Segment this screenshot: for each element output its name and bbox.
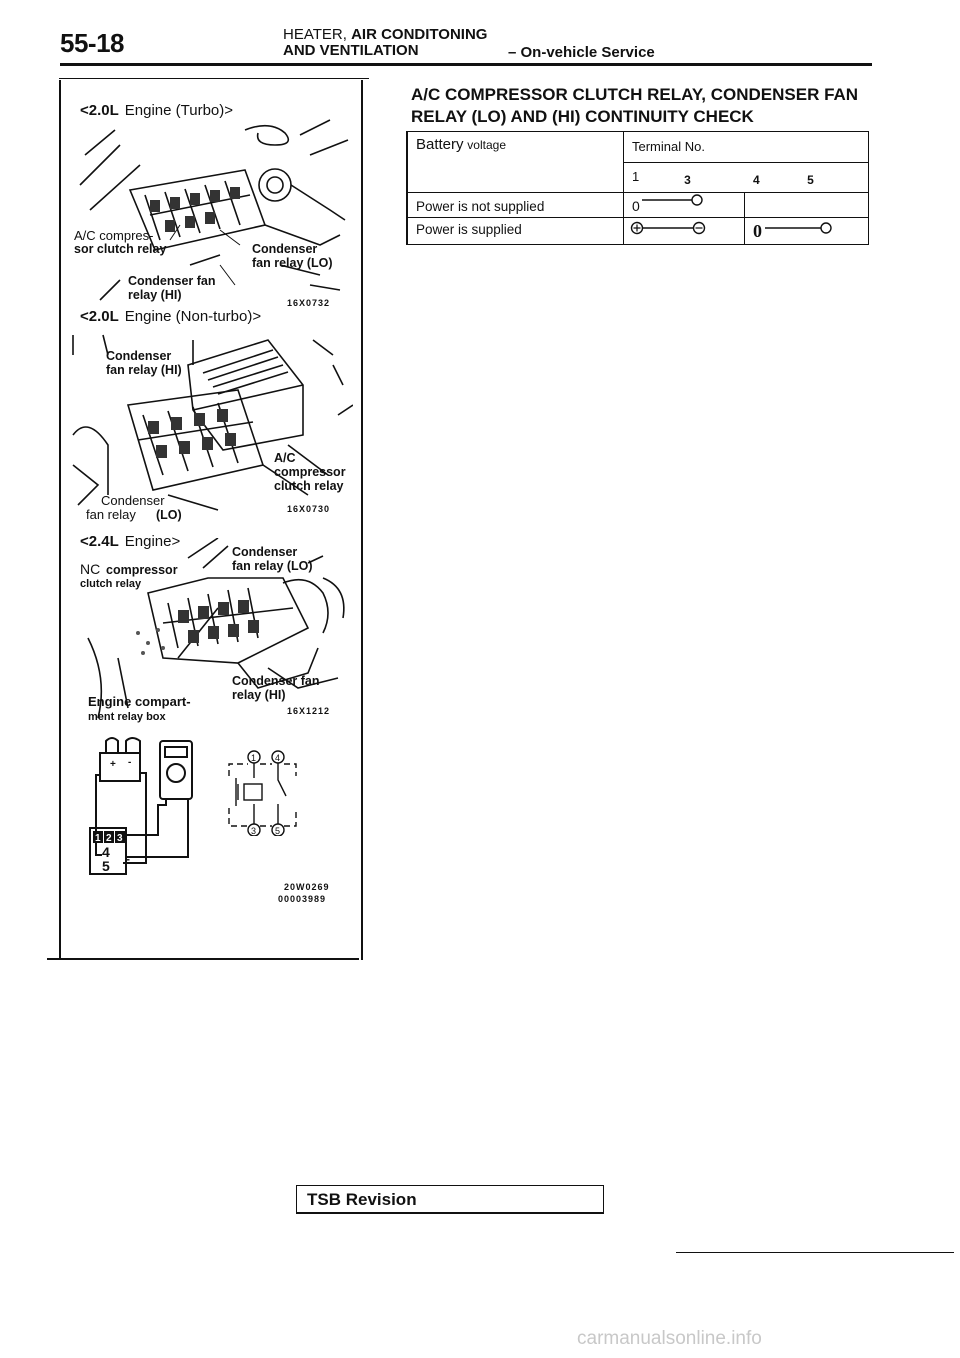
nonturbo-callout-ac-2: compressor	[274, 465, 346, 479]
turbo-figure-code: 16X0732	[287, 298, 331, 308]
continuity-link-not-supplied	[624, 193, 742, 217]
tester-figure-code-2: 00003989	[278, 894, 327, 904]
header-line1	[283, 26, 487, 43]
section-title-line1: A/C COMPRESSOR CLUTCH RELAY, CONDENSER FAN	[411, 85, 859, 104]
terminal-5	[799, 163, 868, 193]
tsb-revision-label: TSB Revision	[307, 1190, 417, 1209]
l24-callout-ac-2: compressor	[106, 563, 178, 577]
l24-figure-code: 16X1212	[287, 706, 331, 716]
l24-callout-box-2: ment relay box	[88, 711, 166, 723]
table-header-terminal	[624, 132, 869, 163]
nonturbo-figure-code: 16X0730	[287, 504, 331, 514]
tsb-revision-box	[296, 1185, 604, 1214]
nonturbo-callout-ac-1: A/C	[274, 451, 296, 465]
relay-terminal-3: 3	[251, 826, 257, 836]
svg-text:-: -	[126, 852, 130, 866]
relay-terminal-4: 4	[275, 753, 281, 763]
turbo-engine-code: <2.0L	[80, 102, 119, 119]
supplied-mark: 0	[753, 221, 763, 241]
l24-callout-hi-2: relay (HI)	[232, 688, 286, 702]
header-section: – On-vehicle Service	[508, 44, 655, 61]
l24-callout-box-1: Engine compart-	[88, 694, 191, 709]
tester-pin-1: 1	[95, 833, 101, 844]
terminal-1	[624, 163, 677, 193]
tester-pin-2: 2	[106, 833, 112, 844]
not-supplied-mark: 0	[632, 198, 640, 214]
terminal-1-label: 1	[632, 169, 640, 184]
watermark: carmanualsonline.info	[577, 1328, 762, 1349]
turbo-callout-hi-1: Condenser fan	[128, 274, 216, 288]
tester-pin-5: 5	[102, 858, 110, 874]
turbo-callout-lo-1: Condenser	[252, 242, 318, 256]
header-prefix: HEATER,	[283, 26, 347, 43]
row-label-supplied	[407, 218, 624, 245]
supplied-continuity-b	[745, 218, 869, 245]
l24-callout-lo-2: fan relay (LO)	[232, 559, 313, 573]
section-title-line2: RELAY (LO) AND (HI) CONTINUITY CHECK	[411, 107, 754, 126]
tester-pin-3: 3	[117, 833, 123, 844]
header-line2: AND VENTILATION	[283, 42, 419, 59]
tester-pin-4: 4	[102, 844, 110, 860]
continuity-link-supplied-1	[624, 218, 742, 244]
nonturbo-engine-label	[80, 308, 261, 325]
nonturbo-callout-hi-1: Condenser	[106, 349, 172, 363]
supplied-continuity-a	[624, 218, 745, 245]
l24-engine-text: Engine>	[124, 533, 181, 550]
svg-text:-: -	[128, 757, 132, 768]
header-rule	[60, 63, 872, 66]
continuity-table	[406, 131, 869, 245]
supplied-text: Power is supplied	[416, 222, 522, 237]
table-row-supplied	[407, 218, 869, 245]
terminal-3	[676, 163, 745, 193]
relay-terminal-5: 5	[275, 826, 281, 836]
nonturbo-engine-text: Engine (Non-turbo)>	[124, 308, 262, 325]
turbo-callout-lo-2: fan relay (LO)	[252, 256, 333, 270]
nonturbo-callout-hi-2: fan relay (HI)	[106, 363, 182, 377]
tester-figure-code-1: 20W0269	[284, 882, 330, 892]
l24-callout-ac-1: NC	[80, 561, 101, 577]
table-header-row	[407, 132, 869, 163]
nonturbo-callout-ac-3: clutch relay	[274, 479, 344, 493]
turbo-engine-text: Engine (Turbo)>	[124, 102, 234, 119]
l24-engine-code: <2.4L	[80, 533, 119, 550]
not-supplied-text: Power is not supplied	[416, 199, 545, 214]
page-number: 55-18	[60, 28, 124, 58]
section-title	[411, 84, 881, 128]
not-supplied-empty	[745, 193, 869, 218]
l24-callout-ac-3: clutch relay	[80, 578, 142, 590]
terminal-3-label: 3	[684, 173, 691, 187]
header-terminal-no: Terminal No.	[632, 139, 705, 154]
not-supplied-continuity	[624, 193, 745, 218]
nonturbo-engine-code: <2.0L	[80, 308, 119, 325]
header-battery: Battery	[416, 136, 464, 153]
figure-top-rule	[59, 78, 369, 79]
nonturbo-callout-lo-3: (LO)	[156, 508, 182, 522]
l24-callout-lo-1: Condenser	[232, 545, 298, 559]
continuity-link-supplied-2	[745, 218, 865, 244]
terminal-4	[745, 163, 799, 193]
figure-bottom-rule	[47, 958, 359, 960]
nonturbo-callout-lo-2: fan relay	[86, 507, 136, 522]
terminal-5-label: 5	[807, 173, 814, 187]
header-bold: AIR CONDITONING	[351, 26, 488, 43]
terminal-4-label: 4	[752, 173, 760, 187]
header-voltage: voltage	[467, 138, 506, 152]
nonturbo-callout-lo-1: Condenser	[101, 493, 165, 508]
table-header-battery	[407, 132, 624, 193]
relay-circuit-diagram	[224, 746, 304, 836]
l24-callout-hi-1: Condenser fan	[232, 674, 320, 688]
table-row-not-supplied	[407, 193, 869, 218]
turbo-callout-ac-1: A/C compres-	[74, 228, 154, 243]
turbo-callout-ac-2: sor clutch relay	[74, 242, 167, 256]
relay-terminal-1: 1	[251, 753, 257, 763]
turbo-callout-hi-2: relay (HI)	[128, 288, 182, 302]
row-label-not-supplied	[407, 193, 624, 218]
footer-rule	[676, 1252, 954, 1253]
svg-text:+: +	[110, 759, 116, 770]
tester-illustration	[88, 735, 213, 877]
